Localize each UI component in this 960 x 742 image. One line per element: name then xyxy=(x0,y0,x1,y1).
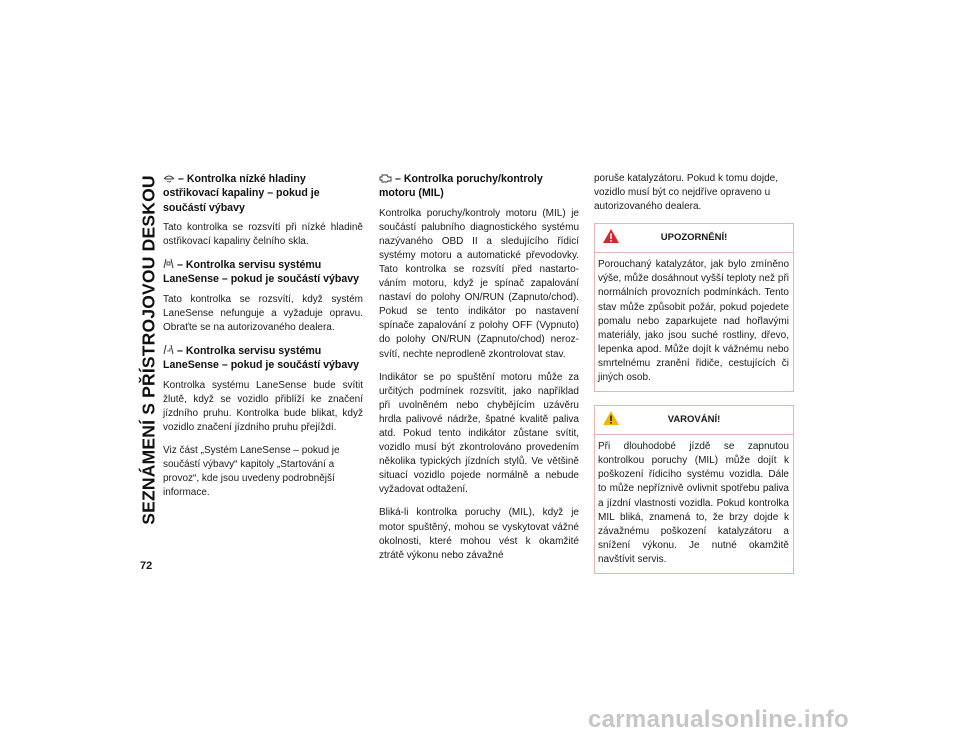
caution-box xyxy=(594,405,794,574)
section-heading-mil xyxy=(379,172,579,201)
page-number: 72 xyxy=(140,560,153,572)
warning-title: UPOZORNĚNÍ! xyxy=(660,232,728,244)
paragraph: Indikátor se po spuštění motoru může za určitých podmínek rozsvítit, jako například při uvolněném nebo chybějícím uzávěru hrdla palivové nádrže, špatné kvalitě paliva atd. Pokud tento indikátor zůstane svítit, vozidlo musí být zkontrolováno provedením několika typických jízdních stylů. Ve většině situací vozidlo pojede normálně a nebude vyžadovat odtažení. xyxy=(379,371,579,496)
paragraph: Tato kontrolka se rozsvítí, když systém LaneSense nefunguje a vyžaduje opravu. Obraťte se na autorizovaného dealera. xyxy=(163,293,363,333)
heading-text: – Kontrolka nízké hladiny ostřikovací kapaliny – pokud je součástí výbavy xyxy=(163,173,320,214)
section-heading-lanesense xyxy=(163,344,363,373)
warning-body xyxy=(595,253,793,391)
check-engine-icon xyxy=(379,174,392,183)
paragraph: poruše katalyzátoru. Pokud k tomu dojde, vozidlo musí být co nejdříve opraveno u autorizovaného dealera. xyxy=(594,173,778,213)
lanesense-service-icon xyxy=(163,258,174,269)
column-left xyxy=(163,172,363,509)
paragraph: Viz část „Systém LaneSense – pokud je součástí výbavy“ kapitoly „Startování a provoz“, kde jsou uvedeny podrobnější informace. xyxy=(163,444,340,499)
caution-body xyxy=(595,435,793,573)
heading-text: – Kontrolka poruchy/kontroly motoru (MIL) xyxy=(379,173,543,200)
warning-box-header xyxy=(595,224,793,253)
paragraph: Kontrolka systému LaneSense bude svítit žlutě, když se vozidlo přiblíží ke značení jízdního pruhu. Kontrolka bude blikat, když vozidlo značení jízdního pruhu přejíždí. xyxy=(163,379,363,433)
warning-box xyxy=(594,223,794,392)
column-right xyxy=(594,172,794,587)
caution-text: Při dlouhodobé jízdě se zapnutou kontrolkou poruchy (MIL) může dojít k poškození řídicího systému vozidla. Dále to může nepříznivě ovlivnit spotřebu paliva a jízdní vlastnosti vozidla. Pokud kontrolka MIL bliká, znamená to, že brzy dojde k závažnému poškození katalyzátoru a snížení výkonu. Je nutné okamžitě navštívit servis. xyxy=(598,441,789,565)
lanesense-icon xyxy=(163,344,174,355)
heading-text: – Kontrolka servisu systému LaneSense – pokud je součástí výbavy xyxy=(163,259,360,286)
caution-title: VAROVÁNÍ! xyxy=(667,414,721,426)
section-heading-washer xyxy=(163,172,363,215)
paragraph: Kontrolka poruchy/kontroly motoru (MIL) je součástí palubního diagnostického systému nazývaného OBD II a sledujícího řídicí systémy motoru a automatické převodovky. Tato kontrolka se rozsvítí před nastarto-váním motoru, když je spínač zapalování nastaví do polohy ON/RUN (Zapnuto/chod). Pokud se tento indikátor po nastavení spínače zapalování z polohy OFF (Vypnuto) do polohy ON/RUN (Zapnuto/chod) neroz-svítí, nechte neprodleně zkontrolovat stav. xyxy=(379,207,579,360)
column-middle xyxy=(379,172,579,572)
washer-fluid-icon xyxy=(163,173,175,183)
section-heading-lanesense-service xyxy=(163,258,363,287)
watermark: carmanualsonline.info xyxy=(588,706,850,733)
paragraph: Bliká-li kontrolka poruchy (MIL), když je motor spuštěný, mohou se vyskytovat vážné okolnosti, které mohou vést k okamžité ztrátě výkonu nebo závažné xyxy=(379,507,579,561)
paragraph: Tato kontrolka se rozsvítí při nízké hladině ostřikovací kapaliny čelního skla. xyxy=(163,221,363,247)
heading-text: – Kontrolka servisu systému LaneSense – pokud je součástí výbavy xyxy=(163,344,360,372)
warning-text: Porouchaný katalyzátor, jak bylo zmíněno výše, může dosáhnout vyšší teploty než při normálních provozních podmínkách. Tento stav může způsobit požár, pokud pojedete pomalu nebo zaparkujete nad hořlavými materiály, jako jsou suché rostliny, dřevo, lepenka apod. Může dojít k vážnému nebo smrtelnému zranění řidiče, cestujících či jiných osob. xyxy=(598,259,789,384)
chapter-title: SEZNÁMENÍ S PŘÍSTROJOVOU DESKOU xyxy=(138,175,159,525)
chapter-sidebar xyxy=(136,170,162,530)
caution-box-header xyxy=(595,406,793,435)
